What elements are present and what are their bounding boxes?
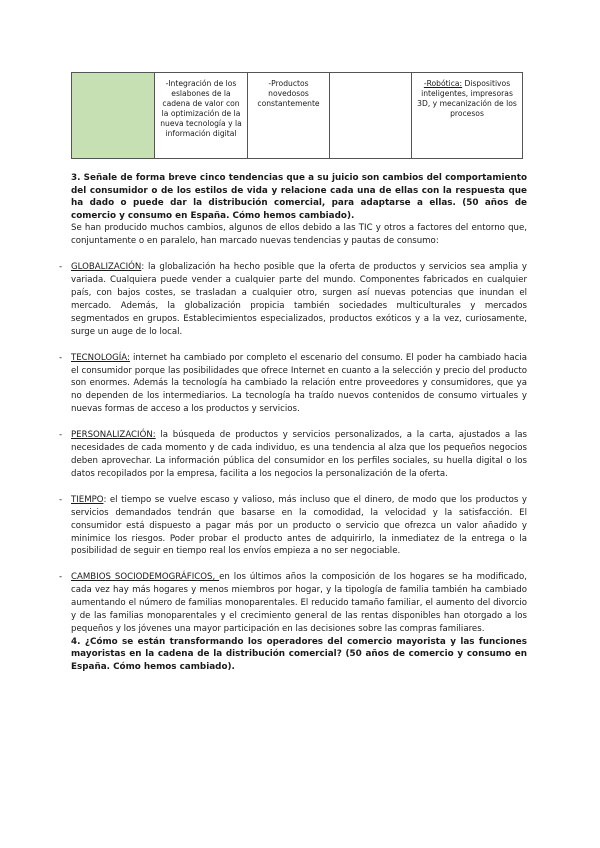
trends-list — [59, 261, 527, 636]
robotica-label: -Robótica: — [423, 79, 463, 88]
trend-text: : la globalización ha hecho posible que la oferta de productos y servicios sea amplia y variada. Cualquiera puede vender a cualquier parte del mundo. Componentes fabricados en cualquier país, con bajos costes, se trasladan a cualquier otro, surgen así nuevas potencias que inundan el mercado. Además, la globalización propicia también sociedades multiculturales y mercados segmentados en grupos. Establecimientos especializados, productos exóticos y a la vez, curiosamente, surge un auge de lo local. — [71, 262, 527, 337]
list-item-cambios-sociodemograficos — [59, 571, 527, 636]
trend-keyword: TECNOLOGÍA: — [71, 352, 130, 363]
question-3: 3. Señale de forma breve cinco tendencias que a su juicio son cambios del comportamiento del consumidor o de los estilos de vida y relacione cada una de ellas con la respuesta que ha dado o puede dar la distribución comercial, para adaptarse a ellas. (50 años de comercio y consumo en España. Cómo hemos cambiado). — [71, 173, 527, 221]
list-dash: - — [59, 430, 63, 441]
robotica-text: Dispositivos inteligentes, impresoras 3D, y mecanización de los procesos — [417, 79, 517, 118]
table-cell-integracion: -Integración de los eslabones de la cadena de valor con la optimización de la nueva tecnología y la información digital — [155, 73, 248, 159]
list-item-tecnologia — [59, 352, 527, 417]
table-row — [72, 73, 523, 159]
trend-text: la búsqueda de productos y servicios personalizados, a la carta, ajustados a las necesidades de cada momento y de cada individuo, es una tendencia al alza que los pequeños negocios deben aprovechar. La información pública del consumidor en los perfiles sociales, su huella digital o los datos recopilados por la empresa, facilita a los negocios la personalización de la oferta. — [71, 430, 527, 479]
table-cell-robotica — [412, 73, 523, 159]
list-dash: - — [59, 262, 63, 273]
table-cell-empty — [330, 73, 412, 159]
trend-text: : el tiempo se vuelve escaso y valioso, más incluso que el dinero, de modo que los productos y servicios demandados tendrán que basarse en la comodidad, la velocidad y la satisfacción. El consumidor está dispuesto a pagar más por un producto o servicio que ofrezca un valor añadido y minimice los riesgos. Poder probar el producto antes de adquirirlo, la inmediatez de la entrega o la posibilidad de seguir en tiempo real los envíos empieza a no ser negociable. — [71, 494, 527, 557]
intro-paragraph: Se han producido muchos cambios, algunos de ellos debido a las TIC y otros a factores del entorno que, conjuntamente o en paralelo, han marcado nuevas tendencias y pautas de consumo: — [71, 223, 527, 247]
list-dash: - — [59, 352, 63, 363]
question-4: 4. ¿Cómo se están transformando los operadores del comercio mayorista y las funciones mayoristas en la cadena de la distribución comercial? (50 años de comercio y consumo en España. Cómo hemos cambiado). — [71, 636, 527, 673]
list-item-personalizacion — [59, 429, 527, 481]
trend-keyword: CAMBIOS SOCIODEMOGRÁFICOS, — [71, 572, 220, 583]
trend-keyword: GLOBALIZACIÓN — [71, 262, 142, 273]
trends-table-fragment — [71, 72, 523, 159]
list-dash: - — [59, 572, 63, 583]
document-body — [59, 172, 527, 674]
list-item-tiempo — [59, 494, 527, 559]
table-cell-green — [72, 73, 155, 159]
list-item-globalizacion — [59, 261, 527, 338]
trend-text: internet ha cambiado por completo el escenario del consumo. El poder ha cambiado hacia el consumidor porque las posibilidades que ofrece Internet en cuanto a la selección y precio del producto son enormes. Además la tecnología ha cambiado la relación entre proveedores y consumidores, que ya no dependen de los intermediarios. La tecnología ha traído nuevos contenidos de consumo virtuales y nuevas formas de acceso a los productos y servicios. — [71, 352, 527, 415]
trend-text: en los últimos años la composición de los hogares se ha modificado, cada vez hay más hogares y menos miembros por hogar, y la tipología de familia también ha cambiado aumentando el número de familias monoparentales. El reducido tamaño familiar, el aumento del divorcio y de las familias monoparentales y el crecimiento general de las rentas disponibles han otorgado a los pequeños y los jóvenes una mayor participación en las decisiones sobre las compras familiares. — [71, 572, 527, 634]
table-cell-productos: -Productos novedosos constantemente — [248, 73, 330, 159]
trend-keyword: TIEMPO — [71, 494, 104, 505]
list-dash: - — [59, 494, 63, 505]
trend-keyword: PERSONALIZACIÓN: — [71, 430, 156, 441]
